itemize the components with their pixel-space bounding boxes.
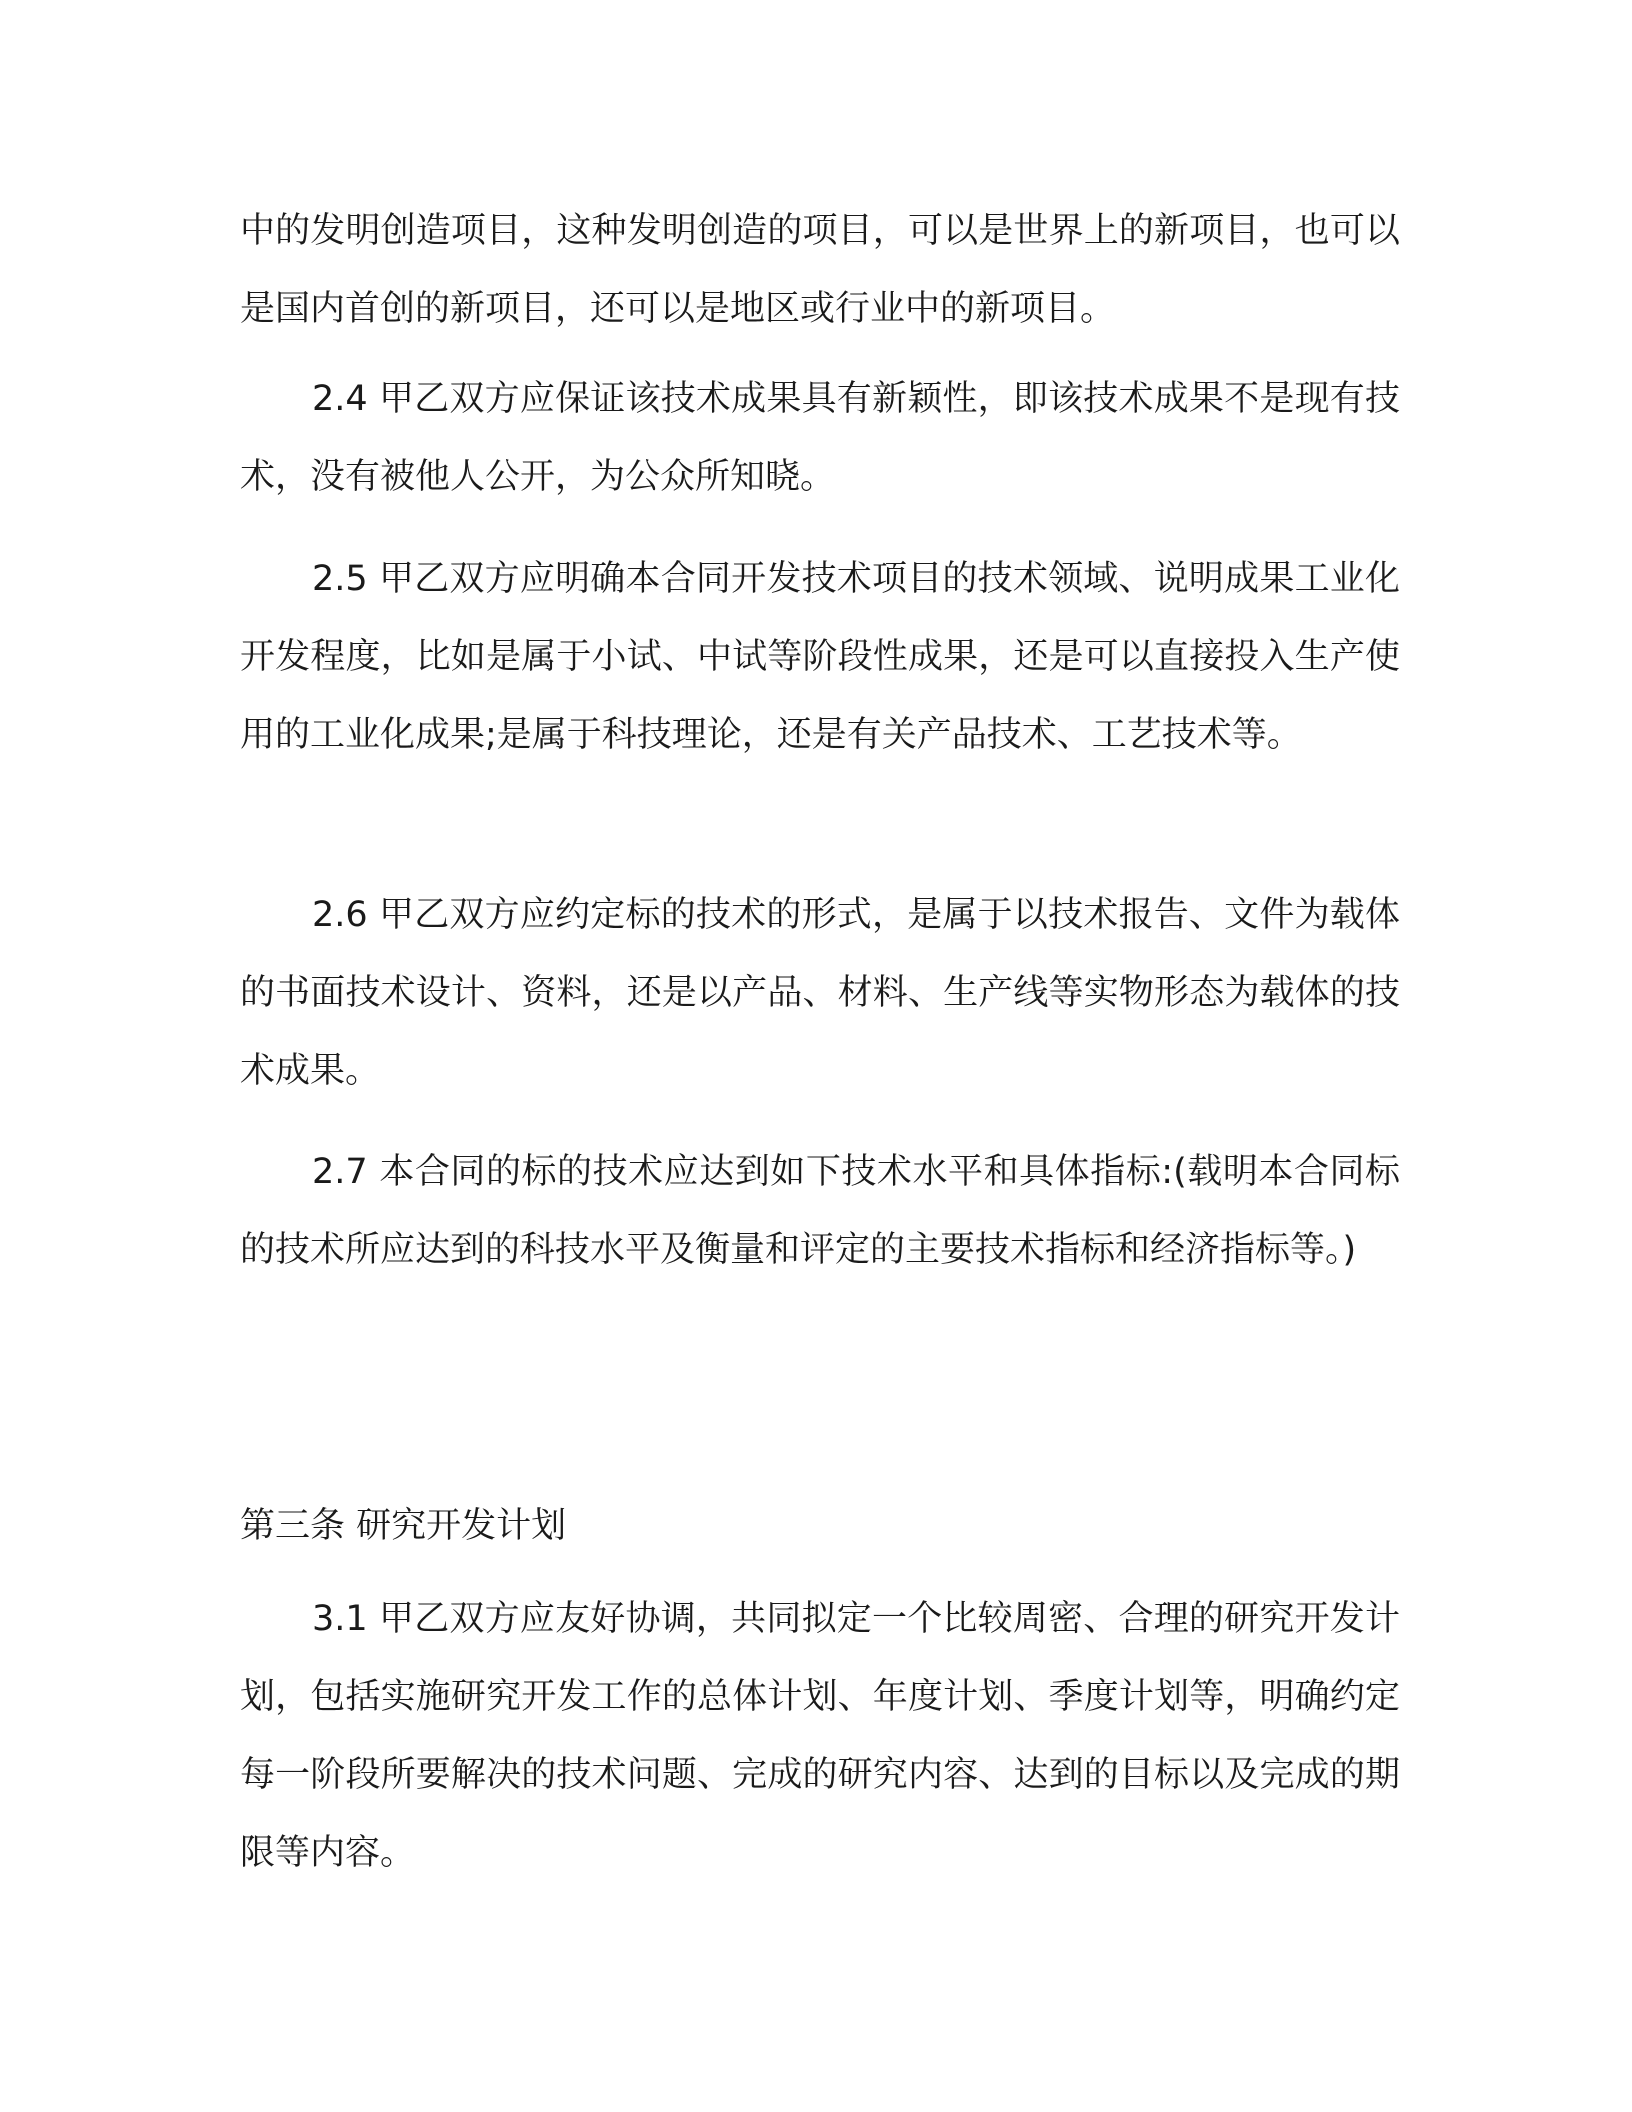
section-heading: 第三条 研究开发计划 (240, 1506, 567, 1546)
paragraph-2-7: 2.7 本合同的标的技术应达到如下技术水平和具体指标:(载明本合同标的技术所应达到的科技水平及衡量和评定的主要技术指标和经济指标等。) (240, 1152, 1400, 1270)
paragraph-3-1: 3.1 甲乙双方应友好协调，共同拟定一个比较周密、合理的研究开发计划，包括实施研究开发工作的总体计划、年度计划、季度计划等，明确约定每一阶段所要解决的技术问题、完成的研究内容、达到的目标以及完成的期限等内容。 (240, 1599, 1400, 1873)
paragraph-2-4: 2.4 甲乙双方应保证该技术成果具有新颖性，即该技术成果不是现有技术，没有被他人公开，为公众所知晓。 (240, 379, 1400, 497)
paragraph-2-6: 2.6 甲乙双方应约定标的技术的形式，是属于以技术报告、文件为载体的书面技术设计、资料，还是以产品、材料、生产线等实物形态为载体的技术成果。 (240, 895, 1400, 1091)
paragraph-2-5: 2.5 甲乙双方应明确本合同开发技术项目的技术领域、说明成果工业化开发程度，比如是属于小试、中试等阶段性成果，还是可以直接投入生产使用的工业化成果;是属于科技理论，还是有关产品技术、工艺技术等。 (240, 559, 1400, 755)
paragraph-continuation: 中的发明创造项目，这种发明创造的项目，可以是世界上的新项目，也可以是国内首创的新项目，还可以是地区或行业中的新项目。 (240, 211, 1400, 329)
